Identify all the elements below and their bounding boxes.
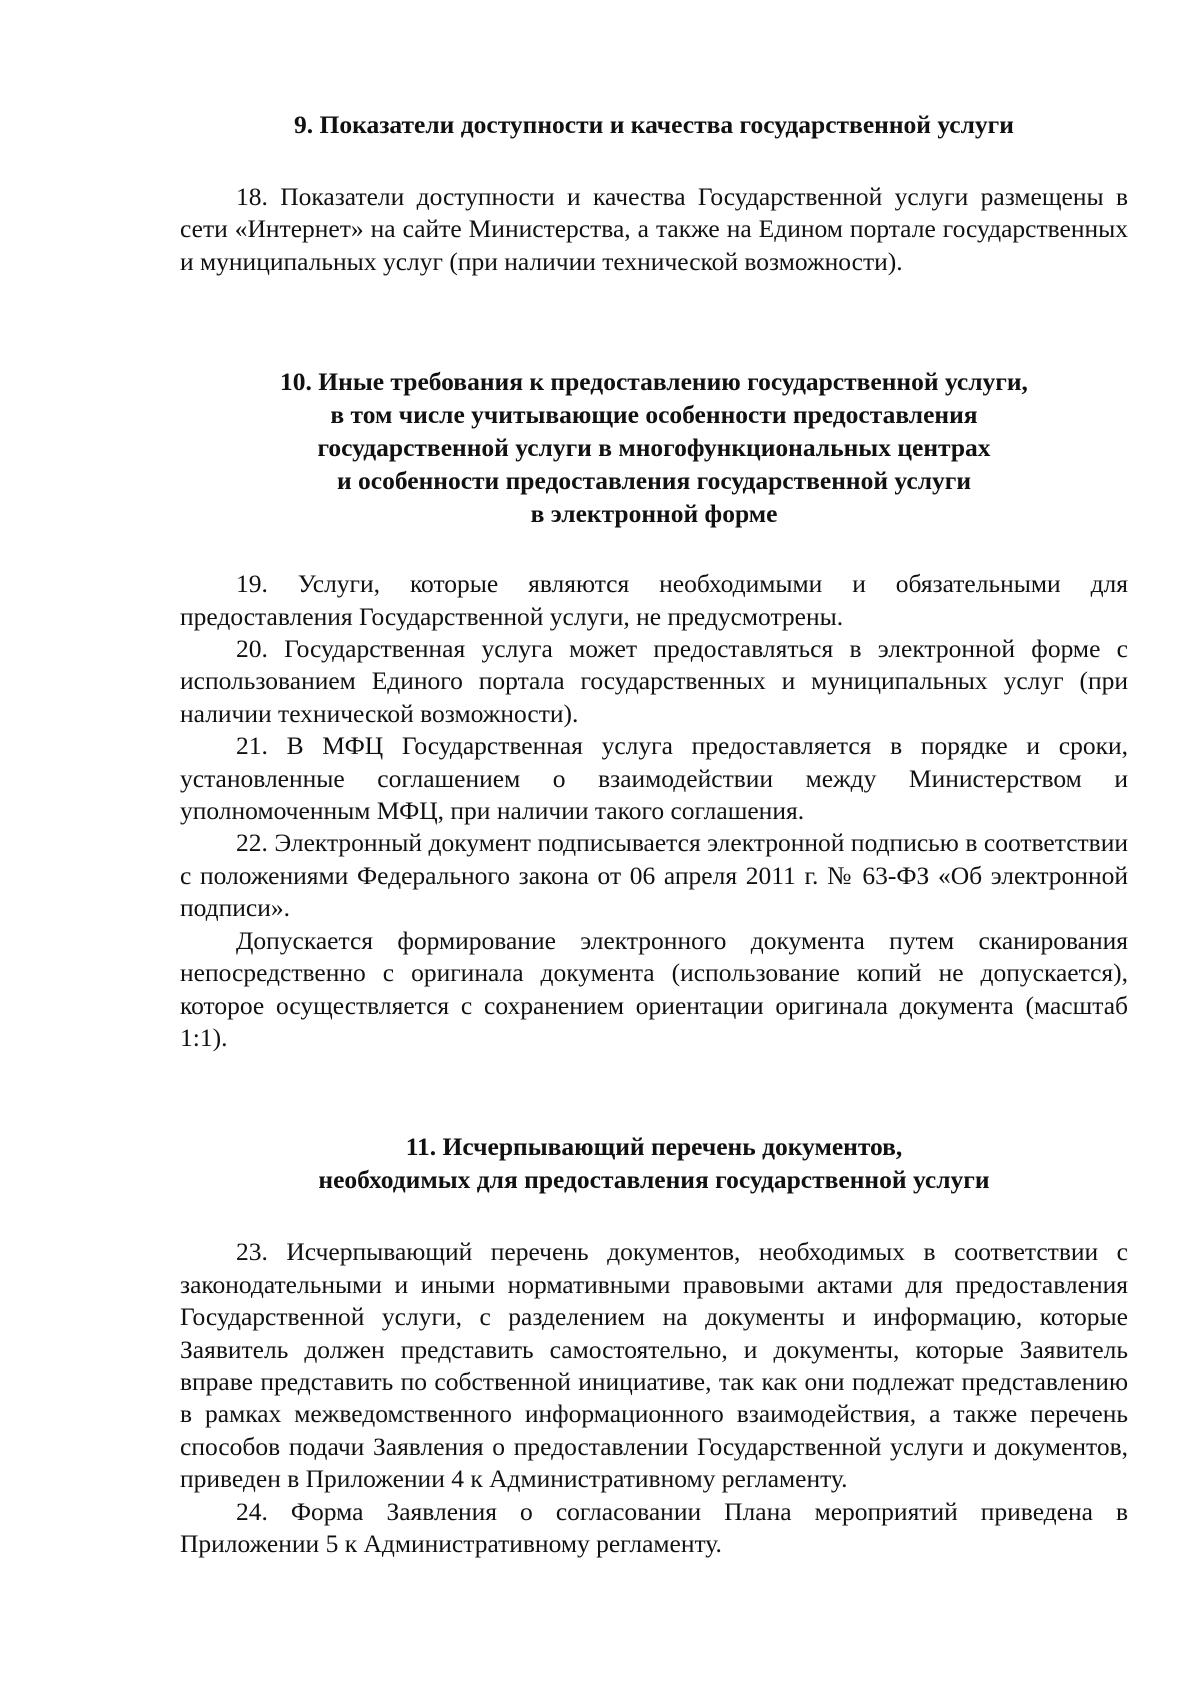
paragraph-18: 18. Показатели доступности и качества Государственной услуги размещены в сети «Интернет» на сайте Министерства, а также на Едином портале государственных и муниципальных услуг (при наличии технической возможности). xyxy=(180,182,1128,276)
heading-line: в электронной форме xyxy=(530,499,778,529)
section-heading xyxy=(180,108,1128,141)
paragraph-22-continuation: Допускается формирование электронного документа путем сканирования непосредственно с оригинала документа (использование копий не допускается), которое осуществляется с сохранением ориентации оригинала документа (масштаб 1:1). xyxy=(180,925,1128,1052)
section-heading xyxy=(180,1130,1128,1196)
section-9 xyxy=(180,108,1128,278)
paragraph-19: 19. Услуги, которые являются необходимыми и обязательными для предоставления Государственной услуги, не предусмотрены. xyxy=(180,569,1128,631)
heading-line: 9. Показатели доступности и качества государственной услуги xyxy=(294,110,1014,139)
heading-line: 10. Иные требования к предоставлению государственной услуги, xyxy=(280,367,1028,397)
heading-line: в том числе учитывающие особенности предоставления xyxy=(330,400,978,430)
section-10 xyxy=(180,365,1128,1054)
heading-line: 11. Исчерпывающий перечень документов, xyxy=(405,1132,903,1162)
paragraph-23: 23. Исчерпывающий перечень документов, необходимых в соответствии с законодательными и иными нормативными правовыми актами для предоставления Государственной услуги, с разделением на документы и информацию, которые Заявитель должен представить самостоятельно, и документы, которые Заявитель вправе представить по собственной инициативе, так как они подлежат представлению в рамках межведомственного информационного взаимодействия, а также перечень способов подачи Заявления о предоставлении Государственной услуги и документов, приведен в Приложении 4 к Административному регламенту. xyxy=(180,1237,1128,1494)
paragraph-22: 22. Электронный документ подписывается электронной подписью в соответствии с положениями Федерального закона от 06 апреля 2011 г. № 63-ФЗ «Об электронной подписи». xyxy=(180,828,1128,923)
heading-line: государственной услуги в многофункциональных центрах xyxy=(317,433,991,463)
document-page xyxy=(180,108,1128,1560)
section-11 xyxy=(180,1130,1128,1560)
section-heading xyxy=(180,365,1128,530)
paragraph-20: 20. Государственная услуга может предоставляться в электронной форме с использованием Единого портала государственных и муниципальных услуг (при наличии технической возможности). xyxy=(180,634,1128,728)
heading-line: и особенности предоставления государственной услуги xyxy=(336,466,972,496)
heading-line: необходимых для предоставления государственной услуги xyxy=(318,1165,990,1195)
paragraph-21: 21. В МФЦ Государственная услуга предоставляется в порядке и сроки, установленные соглашением о взаимодействии между Министерством и уполномоченным МФЦ, при наличии такого соглашения. xyxy=(180,731,1128,826)
paragraph-24: 24. Форма Заявления о согласовании Плана мероприятий приведена в Приложении 5 к Административному регламенту. xyxy=(180,1496,1128,1558)
